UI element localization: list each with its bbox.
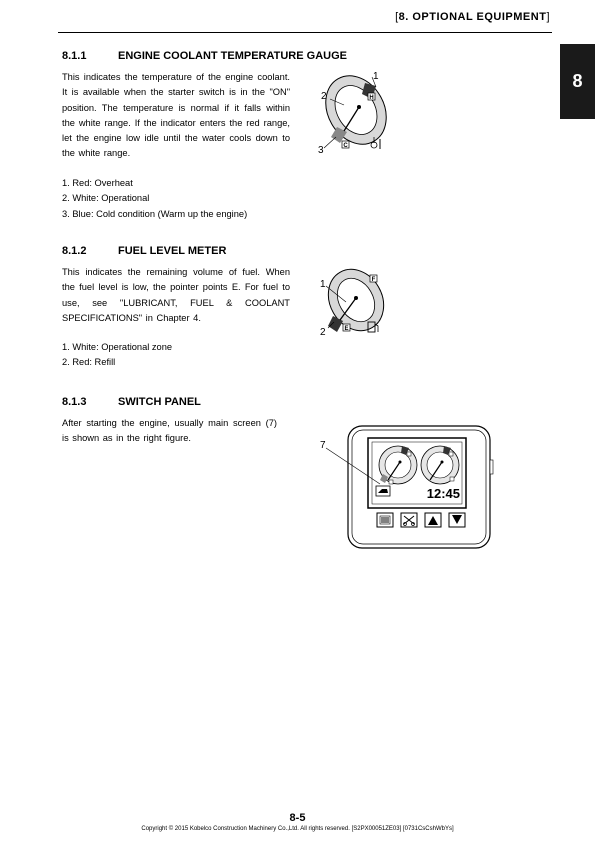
svg-text:H: H — [369, 95, 374, 101]
fuel-description: This indicates the remaining volume of fuel. When the fuel level is low, the pointer points E. For fuel to use, see "LUBRICANT, FUEL & COOLANT SPECIFICATIONS" in Chapter 4. — [62, 267, 290, 323]
down-button[interactable] — [449, 513, 465, 527]
coolant-gauge-figure — [310, 65, 400, 165]
cold-icon — [342, 141, 349, 149]
list-item: 2. Red: Refill — [62, 357, 116, 368]
section-heading-switch-panel: 8.1.3 SWITCH PANEL — [62, 396, 201, 408]
callout-2: 2 — [320, 327, 326, 338]
list-item: 3. Blue: Cold condition (Warm up the engine) — [62, 208, 248, 219]
list-item: 1. Red: Overheat — [62, 178, 133, 188]
fuel-gauge-figure — [310, 262, 400, 342]
svg-text:C: C — [343, 143, 348, 149]
header-rule — [58, 32, 552, 33]
list-item: 1. White: Operational zone — [62, 342, 173, 352]
fuel-legend-list — [62, 340, 172, 371]
callout-2: 2 — [321, 91, 327, 102]
tools-button[interactable] — [401, 513, 417, 527]
up-button[interactable] — [425, 513, 441, 527]
callout-1: 1 — [373, 71, 379, 82]
callout-3: 3 — [318, 145, 324, 156]
hot-icon — [368, 93, 375, 101]
callout-7: 7 — [320, 440, 326, 451]
svg-text:F: F — [371, 277, 376, 283]
running-header: [8. OPTIONAL EQUIPMENT] — [395, 11, 550, 23]
section-heading-coolant: 8.1.1 ENGINE COOLANT TEMPERATURE GAUGE — [62, 50, 347, 62]
mini-fuel-gauge — [421, 446, 459, 484]
copyright-notice: Copyright © 2015 Kobelco Construction Machinery Co.,Ltd. All rights reserved. [S2PX00051ZE03] [0731CsCshWbYs] — [141, 826, 454, 832]
menu-button[interactable] — [377, 513, 393, 527]
page-number: 8-5 — [289, 812, 306, 824]
list-item: 2. White: Operational — [62, 193, 150, 204]
callout-1: 1 — [320, 279, 326, 290]
svg-text:E: E — [344, 326, 349, 332]
switch-panel-description: After starting the engine, usually main screen (7) is shown as in the right figure. — [62, 418, 277, 444]
chapter-tab: 8 — [560, 44, 595, 119]
mini-coolant-gauge — [379, 446, 417, 484]
coolant-description: This indicates the temperature of the engine coolant. It is available when the starter switch is in the "ON" position. The temperature is normal if it falls within the white range. If the indicator enters the red range, let the engine low idle until the water cools down to the white range. — [62, 72, 290, 159]
full-icon — [370, 275, 377, 283]
header-title: 8. OPTIONAL EQUIPMENT — [398, 11, 547, 23]
empty-icon — [343, 324, 350, 332]
switch-panel-figure — [316, 422, 496, 550]
machine-status-icon — [376, 486, 390, 496]
coolant-legend-list — [62, 176, 247, 222]
section-heading-fuel: 8.1.2 FUEL LEVEL METER — [62, 245, 227, 257]
clock-display: 12:45 — [426, 486, 460, 501]
